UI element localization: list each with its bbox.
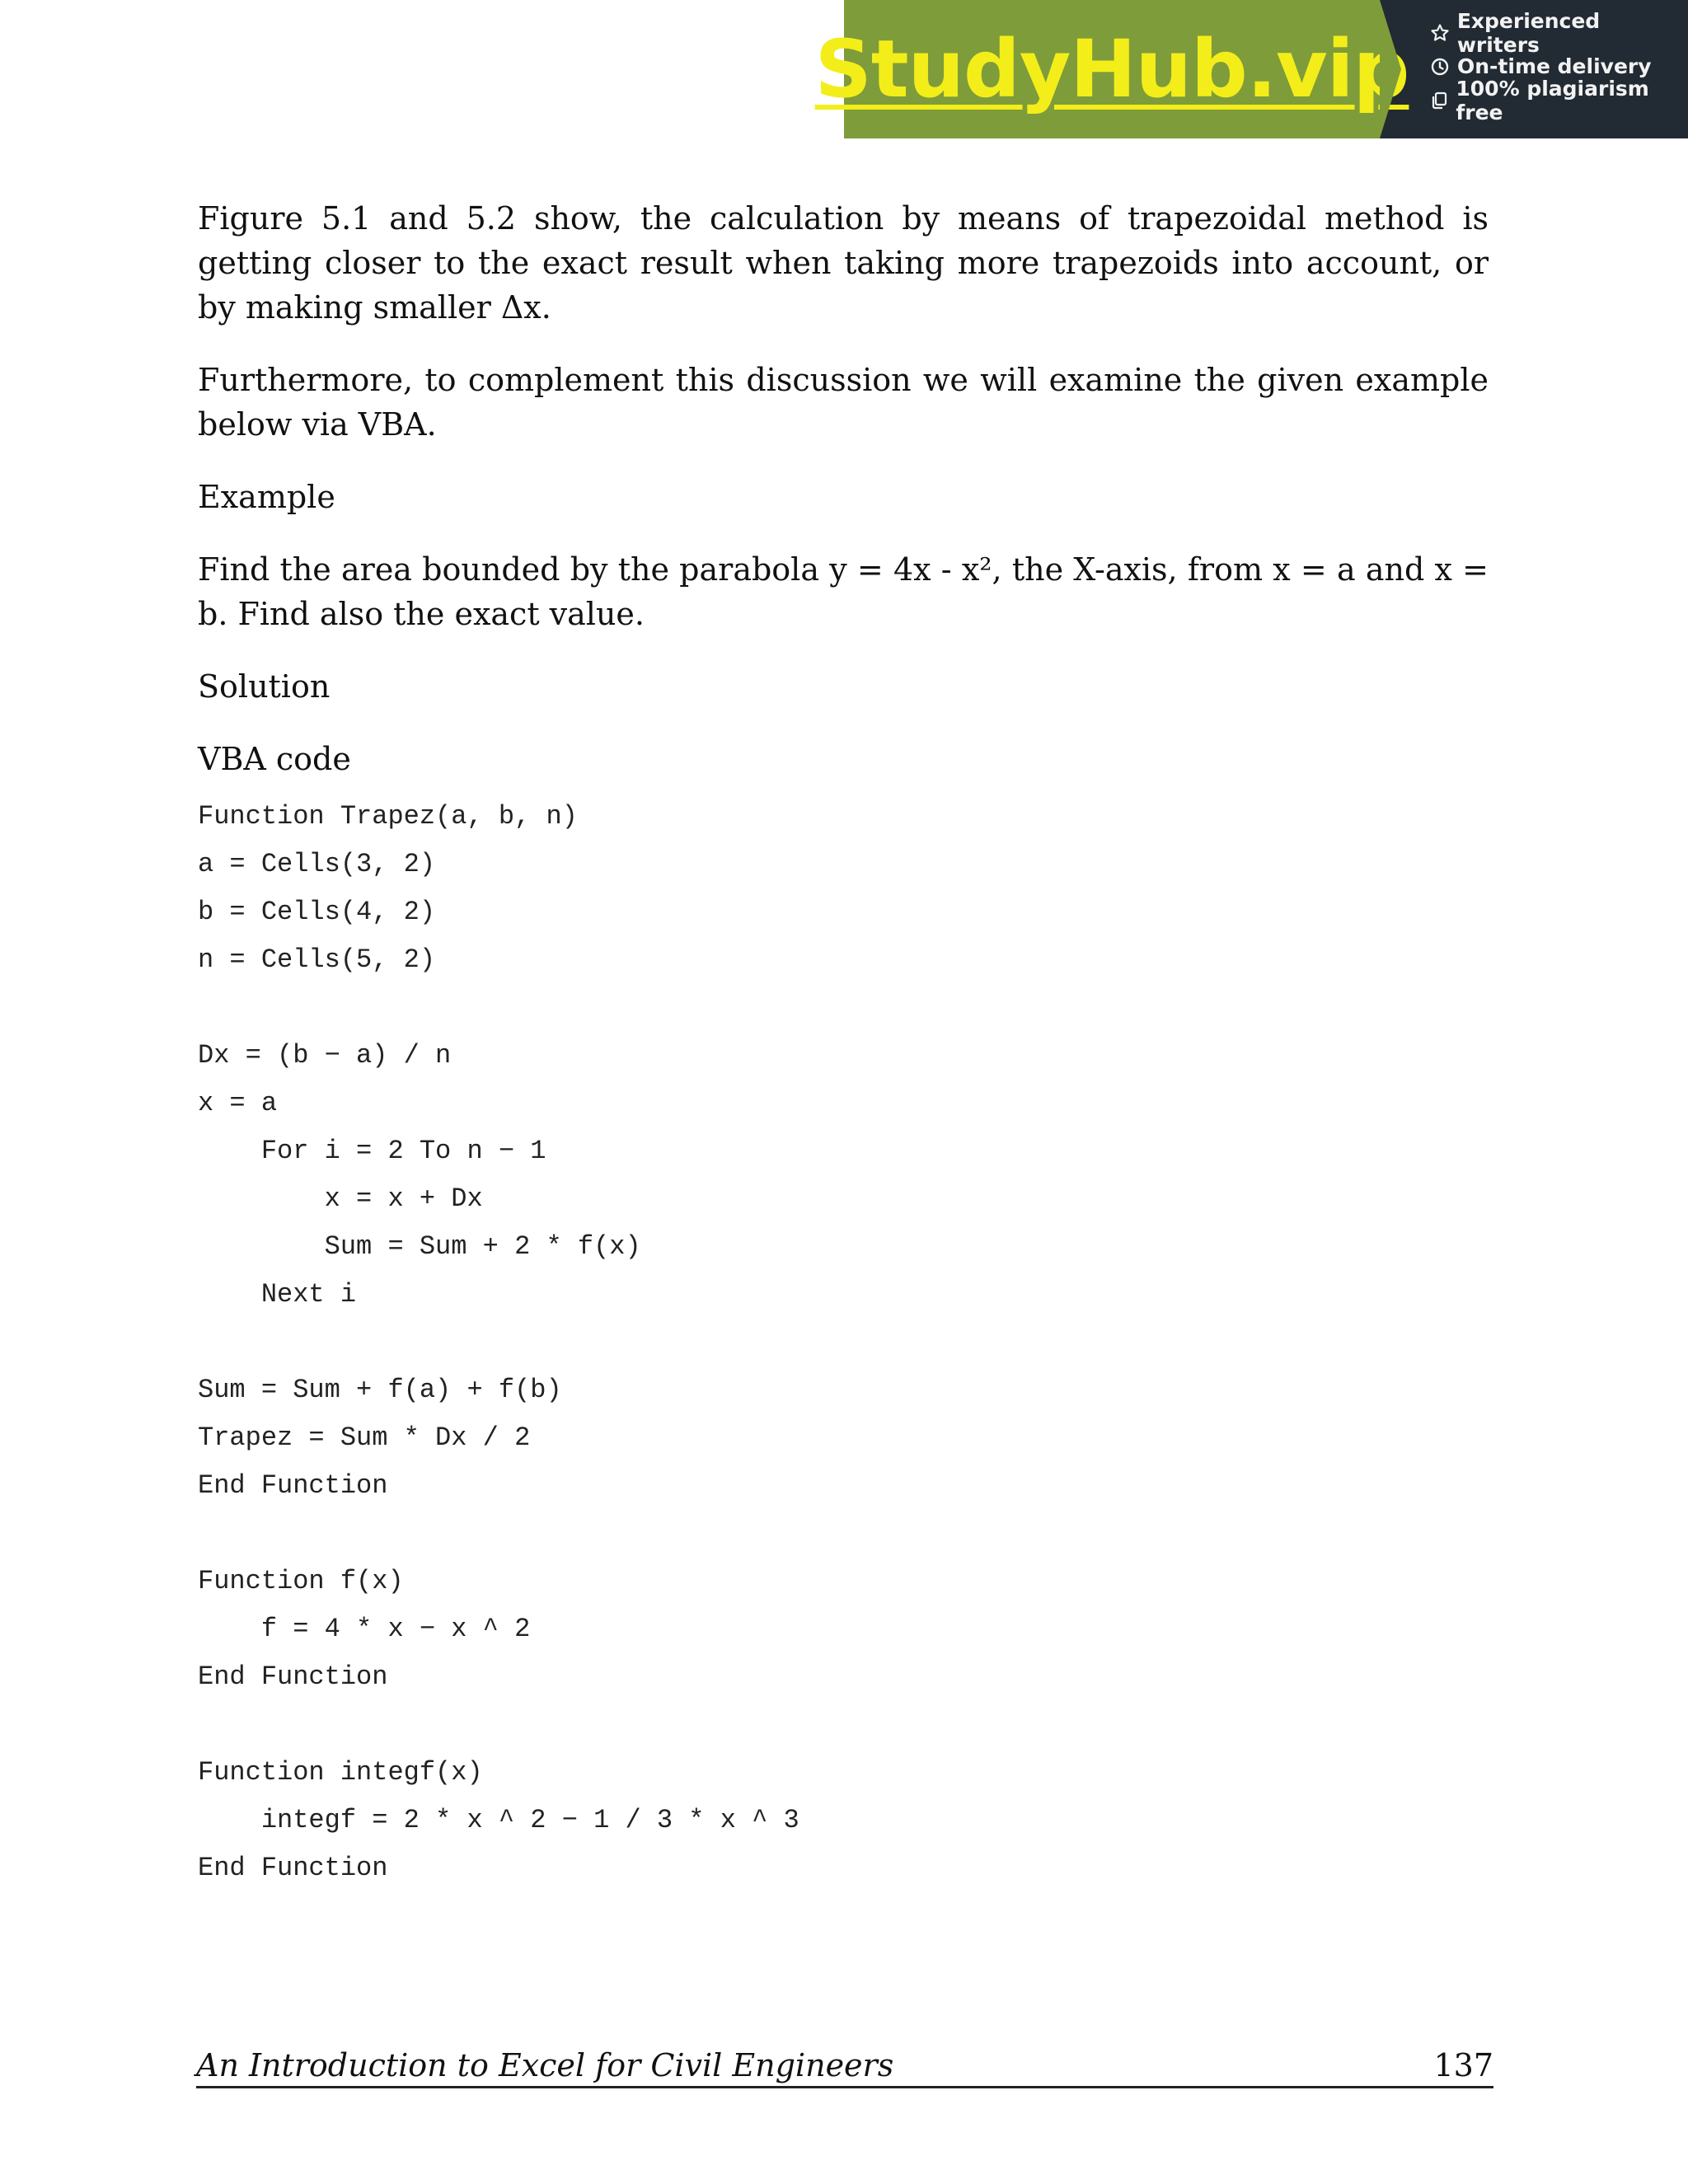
studyhub-banner[interactable] [814,0,1688,138]
code-line: Function f(x) [198,1566,404,1596]
code-line: For i = 2 To n − 1 [198,1136,546,1166]
code-line: Next i [198,1279,357,1310]
page-number: 137 [1433,2047,1493,2083]
code-line: b = Cells(4, 2) [198,897,436,927]
brand-name: StudyHub.vip [814,23,1409,115]
heading-solution: Solution [198,668,331,705]
code-line: integf = 2 * x ^ 2 − 1 / 3 * x ^ 3 [198,1805,799,1835]
feature-item [1429,76,1688,124]
book-title: An Introduction to Excel for Civil Engineers [196,2047,894,2083]
code-line [198,1510,1489,1558]
feature-text: On-time delivery [1457,54,1652,78]
feature-text: Experienced writers [1456,8,1601,57]
code-line: a = Cells(3, 2) [198,849,436,879]
code-line: Function integf(x) [198,1757,483,1788]
code-line: Sum = Sum + 2 * f(x) [198,1231,641,1262]
code-line [198,1319,1489,1366]
code-line [198,1701,1489,1749]
code-line: Sum = Sum + f(a) + f(b) [198,1375,562,1405]
heading-example: Example [198,479,335,515]
copy-icon [1429,90,1449,111]
code-line: n = Cells(5, 2) [198,944,436,975]
heading-vba-code: VBA code [198,741,351,777]
paragraph-problem: Find the area bounded by the parabola y = 4x - x², the X-axis, from x = a and x = b. Find also the exact value. [198,551,1489,632]
code-line: f = 4 * x − x ^ 2 [198,1614,531,1644]
code-line: End Function [198,1661,388,1692]
code-line [198,984,1489,1032]
code-line: End Function [198,1853,388,1883]
feature-item [1429,8,1688,57]
feature-text: 100% plagiarism free [1456,76,1649,124]
brand-logo [814,0,1409,138]
code-line: Dx = (b − a) / n [198,1040,452,1071]
star-icon [1429,22,1451,44]
code-line: Function Trapez(a, b, n) [198,801,578,832]
code-line: x = a [198,1088,278,1118]
code-line: x = x + Dx [198,1183,483,1214]
page-content [198,196,1489,1892]
code-line: Trapez = Sum * Dx / 2 [198,1422,531,1453]
clock-icon [1429,56,1451,77]
page-footer [196,2040,1493,2088]
feature-list [1380,0,1688,138]
code-line: End Function [198,1470,388,1501]
feature-item [1429,54,1688,79]
vba-code-block [198,793,1489,1892]
paragraph-intro: Figure 5.1 and 5.2 show, the calculation by means of trapezoidal method is getting closer to the exact result when taking more trapezoids into account, or by making smaller Δx. [198,200,1489,326]
paragraph-complement: Furthermore, to complement this discussion we will examine the given example below via VBA. [198,362,1489,443]
